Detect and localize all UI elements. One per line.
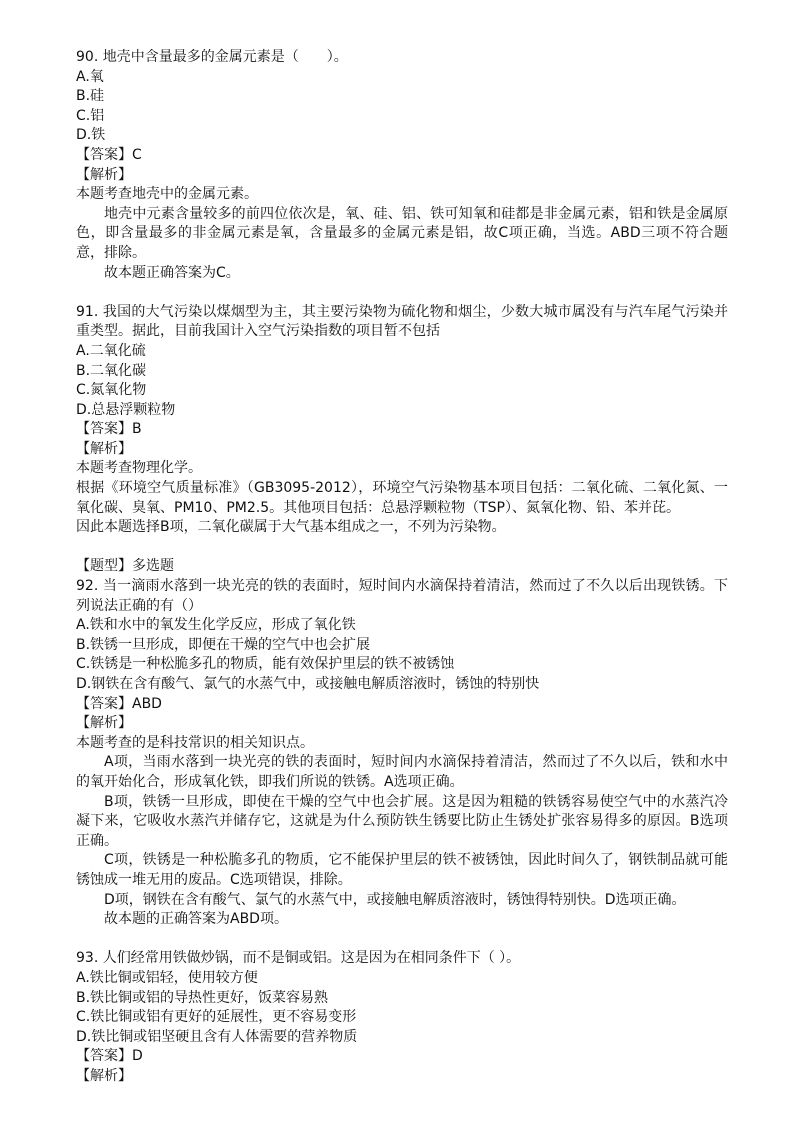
analysis-paragraph: 根据《环境空气质量标准》（GB3095-2012），环境空气污染物基本项目包括：二氧化硫、二氧化氮、一氧化碳、臭氧、PM10、PM2.5。其他项目包括：总悬浮颗粒物（TSP）、氮氧化物、铅、苯并芘。 bbox=[76, 480, 728, 516]
analysis-label: 【解析】 bbox=[76, 166, 132, 183]
option-a: A.二氧化硫 bbox=[76, 342, 146, 359]
answer: 【答案】D bbox=[76, 1048, 143, 1065]
analysis-paragraph: C项，铁锈是一种松脆多孔的物质，它不能保护里层的铁不被锈蚀，因此时间久了，钢铁制品就可能锈蚀成一堆无用的废品。C选项错误，排除。 bbox=[76, 852, 728, 888]
analysis-paragraph: A项，当雨水落到一块光亮的铁的表面时，短时间内水滴保持着清洁，然而过了不久以后，铁和水中的氧开始化合，形成氧化铁，即我们所说的铁锈。A选项正确。 bbox=[76, 754, 728, 790]
option-c: C.铁锈是一种松脆多孔的物质，能有效保护里层的铁不被锈蚀 bbox=[76, 656, 455, 673]
option-c: C.铁比铜或铝有更好的延展性，更不容易变形 bbox=[76, 1009, 357, 1026]
option-b: B.硅 bbox=[76, 88, 105, 105]
spacer bbox=[76, 283, 728, 303]
question-90 bbox=[76, 48, 728, 283]
option-a: A.铁和水中的氧发生化学反应，形成了氧化铁 bbox=[76, 617, 356, 634]
spacer bbox=[76, 538, 728, 558]
option-a: A.氧 bbox=[76, 68, 104, 85]
option-a: A.铁比铜或铝轻，使用较方便 bbox=[76, 969, 258, 986]
option-b: B.铁锈一旦形成，即便在干燥的空气中也会扩展 bbox=[76, 636, 371, 653]
question-stem: 90. 地壳中含量最多的金属元素是（ ）。 bbox=[76, 49, 348, 65]
spacer bbox=[76, 930, 728, 950]
question-type: 【题型】多选题 bbox=[76, 558, 174, 575]
option-b: B.铁比铜或铝的导热性更好，饭菜容易熟 bbox=[76, 989, 329, 1006]
option-c: C.氮氧化物 bbox=[76, 382, 147, 399]
answer: 【答案】C bbox=[76, 146, 142, 163]
analysis-label: 【解析】 bbox=[76, 715, 132, 732]
option-d: D.总悬浮颗粒物 bbox=[76, 401, 176, 418]
analysis-conclusion: 因此本题选择B项，二氧化碳属于大气基本组成之一，不列为污染物。 bbox=[76, 519, 506, 536]
analysis-paragraph: 本题考查物理化学。 bbox=[76, 460, 202, 477]
option-d: D.钢铁在含有酸气、氯气的水蒸气中，或接触电解质溶液时，锈蚀的特别快 bbox=[76, 676, 540, 692]
answer: 【答案】ABD bbox=[76, 695, 162, 712]
analysis-conclusion: 故本题的正确答案为ABD项。 bbox=[104, 911, 288, 928]
option-d: D.铁 bbox=[76, 127, 106, 144]
question-stem: 91. 我国的大气污染以煤烟型为主，其主要污染物为硫化物和烟尘，少数大城市属没有与汽车尾气污染并重类型。据此，目前我国计入空气污染指数的项目暂不包括 bbox=[76, 303, 728, 340]
option-b: B.二氧化碳 bbox=[76, 362, 147, 379]
document-content bbox=[76, 48, 728, 1086]
analysis-paragraph: B项，铁锈一旦形成，即使在干燥的空气中也会扩展。这是因为粗糙的铁锈容易使空气中的水蒸汽冷凝下来，它吸收水蒸汽并储存它，这就是为什么预防铁生锈要比防止生锈处扩张容易得多的原因。B选项正确。 bbox=[76, 793, 728, 849]
question-93 bbox=[76, 949, 728, 1086]
analysis-conclusion: 故本题正确答案为C。 bbox=[104, 264, 240, 281]
analysis-label: 【解析】 bbox=[76, 440, 132, 457]
question-stem: 92. 当一滴雨水落到一块光亮的铁的表面时，短时间内水滴保持着清洁，然而过了不久以后出现铁锈。下列说法正确的有（） bbox=[76, 578, 728, 614]
analysis-paragraph: D项，钢铁在含有酸气、氯气的水蒸气中，或接触电解质溶液时，锈蚀得特别快。D选项正确。 bbox=[104, 891, 686, 908]
question-92 bbox=[76, 557, 728, 929]
question-91 bbox=[76, 303, 728, 538]
analysis-paragraph: 地壳中元素含量较多的前四位依次是，氧、硅、铝、铁可知氧和硅都是非金属元素，铝和铁是金属原色，即含量最多的非金属元素是氧，含量最多的金属元素是铝，故C项正确，当选。ABD三项不符合题意，排除。 bbox=[76, 205, 728, 261]
question-stem: 93. 人们经常用铁做炒锅，而不是铜或铝。这是因为在相同条件下（ ）。 bbox=[76, 950, 521, 967]
option-c: C.铝 bbox=[76, 107, 105, 124]
option-d: D.铁比铜或铝坚硬且含有人体需要的营养物质 bbox=[76, 1028, 358, 1045]
analysis-intro: 本题考查的是科技常识的相关知识点。 bbox=[76, 734, 314, 751]
analysis-paragraph: 本题考查地壳中的金属元素。 bbox=[76, 186, 258, 203]
analysis-label: 【解析】 bbox=[76, 1067, 132, 1084]
answer: 【答案】B bbox=[76, 421, 142, 438]
